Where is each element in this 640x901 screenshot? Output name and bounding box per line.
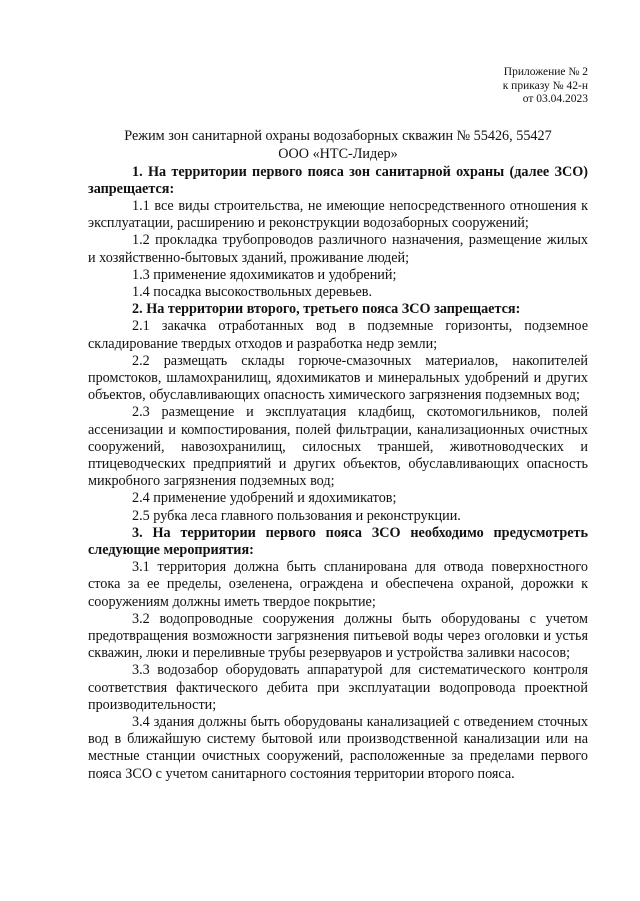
section-2-item-3: 2.3 размещение и эксплуатация кладбищ, скотомогильников, полей ассенизации и компостирования, полей фильтрации, канализационных очистных сооружений, навозохранилищ, силосных траншей, животноводческих и птицеводческих предприятий и других объектов, обуславливающих опасность микробного загрязнения подземных вод;	[88, 404, 588, 490]
document-title	[88, 127, 588, 164]
appendix-note	[88, 66, 588, 107]
section-1	[88, 164, 588, 302]
section-1-item-3: 1.3 применение ядохимикатов и удобрений;	[132, 266, 397, 283]
section-3-item-4: 3.4 здания должны быть оборудованы канализацией с отведением сточных вод в ближайшую систему бытовой или производственной канализации или на местные станции очистных сооружений, расположенные за пределами первого пояса ЗСО с учетом санитарного состояния территории второго пояса.	[88, 714, 588, 782]
section-2-item-2: 2.2 размещать склады горюче-смазочных материалов, накопителей промстоков, шламохранилищ, ядохимикатов и минеральных удобрений и других объектов, обуславливающих опасность химического загрязнения подземных вод;	[88, 352, 588, 404]
appendix-order: к приказу № 42-н	[502, 79, 588, 92]
title-line-1: Режим зон санитарной охраны водозаборных скважин № 55426, 55427	[124, 127, 552, 144]
title-line-2: ООО «НТС-Лидер»	[278, 146, 398, 162]
section-2-item-4: 2.4 применение удобрений и ядохимикатов;	[132, 490, 397, 507]
section-3-item-1: 3.1 территория должна быть спланирована для отвода поверхностного стока за ее пределы, озеленена, ограждена и обеспечена охраной, дорожки к сооружениям должны иметь твердое покрытие;	[88, 559, 588, 610]
section-3	[88, 525, 588, 783]
section-3-item-3: 3.3 водозабор оборудовать аппаратурой для систематического контроля соответствия фактического дебита при эксплуатации водопровода проектной производительности;	[88, 662, 588, 713]
section-2-item-1: 2.1 закачка отработанных вод в подземные горизонты, подземное складирование твердых отходов и разработка недр земли;	[88, 318, 588, 352]
section-3-heading: 3. На территории первого пояса ЗСО необходимо предусмотреть следующие мероприятия:	[88, 524, 588, 558]
section-1-heading: 1. На территории первого пояса зон санитарной охраны (далее ЗСО) запрещается:	[88, 163, 588, 197]
section-1-item-2: 1.2 прокладка трубопроводов различного назначения, размещение жилых и хозяйственно-бытовых зданий, проживание людей;	[88, 232, 588, 266]
appendix-date: от 03.04.2023	[522, 93, 588, 105]
section-1-item-1: 1.1 все виды строительства, не имеющие непосредственного отношения к эксплуатации, расширению и реконструкции водозаборных сооружений;	[88, 197, 588, 232]
section-2	[88, 301, 588, 525]
section-3-item-2: 3.2 водопроводные сооружения должны быть оборудованы с учетом предотвращения возможности загрязнения питьевой воды через оголовки и устья скважин, люки и переливные трубы резервуаров и устройства заливки насосов;	[88, 610, 588, 662]
section-2-item-5: 2.5 рубка леса главного пользования и реконструкции.	[132, 507, 461, 524]
appendix-number: Приложение № 2	[503, 66, 588, 78]
section-1-item-4: 1.4 посадка высокоствольных деревьев.	[132, 283, 373, 300]
section-2-heading: 2. На территории второго, третьего пояса ЗСО запрещается:	[132, 301, 521, 318]
